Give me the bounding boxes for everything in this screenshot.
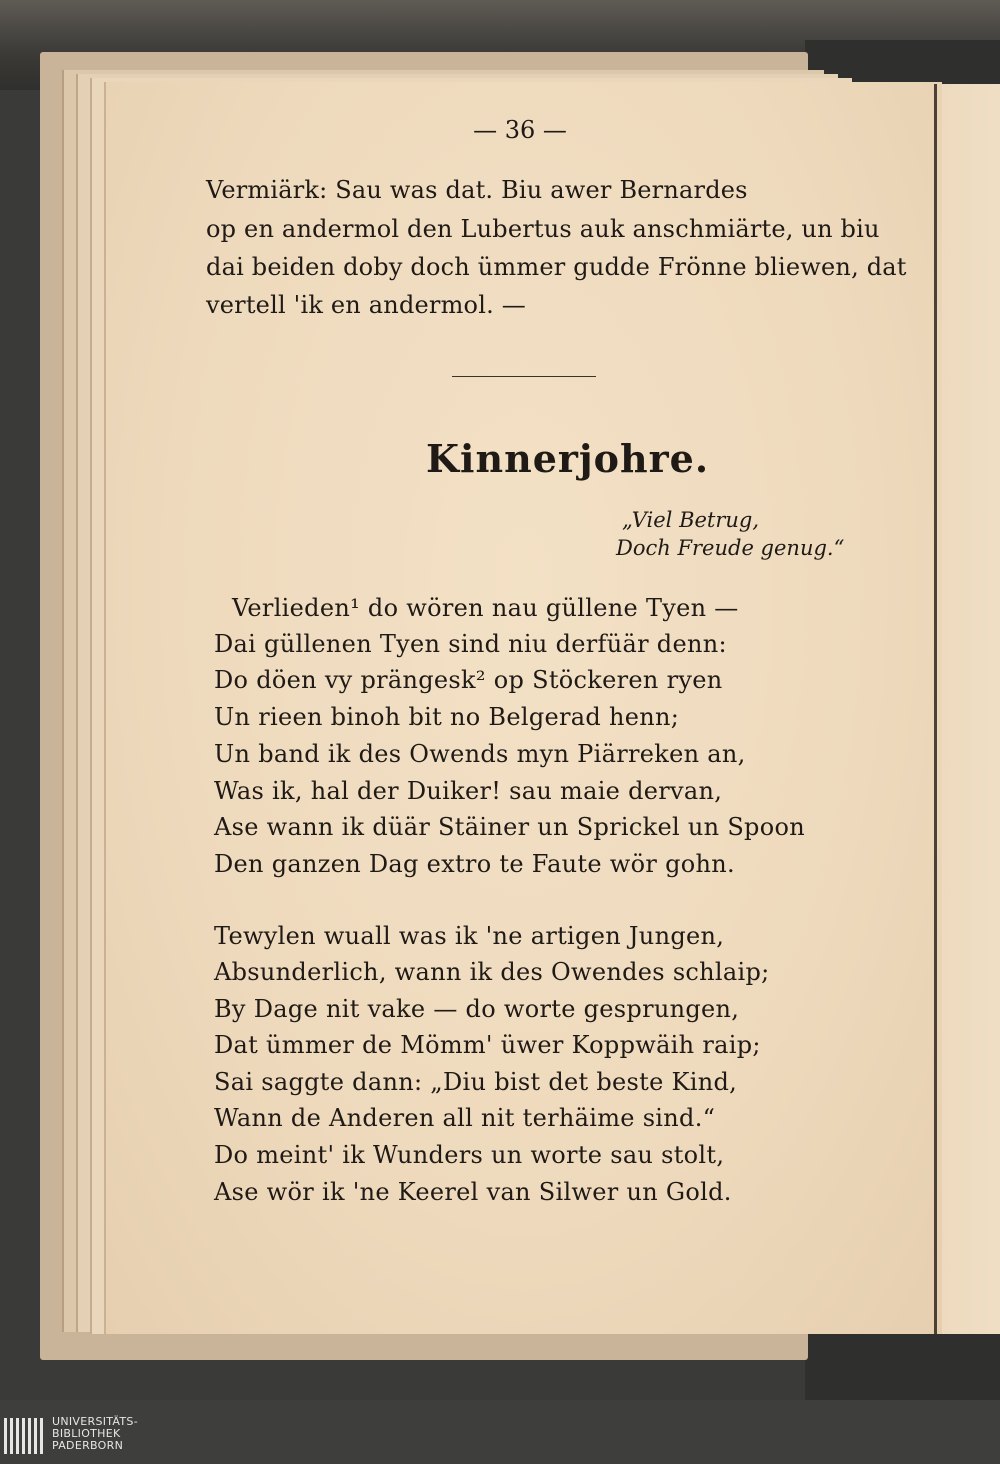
epigraph-line: „Viel Betrug, [622, 508, 760, 532]
verse-line: Absunderlich, wann ik des Owendes schlaip; [214, 958, 770, 986]
prose-line: Vermiärk: Sau was dat. Biu awer Bernardes [206, 176, 748, 204]
verse-line: Dat ümmer de Mömm' üwer Koppwäih raip; [214, 1031, 761, 1059]
verse-line: Verlieden¹ do wören nau güllene Tyen — [232, 594, 739, 622]
section-divider [452, 376, 596, 377]
prose-line: vertell 'ik en andermol. — [206, 291, 526, 319]
verse-line: By Dage nit vake — do worte gesprungen, [214, 995, 740, 1023]
poem-title: Kinnerjohre. [426, 436, 710, 481]
logo-text-line: PADERBORN [52, 1439, 124, 1452]
logo-text-line: UNIVERSITÄTS- [52, 1415, 138, 1428]
verse-line: Tewylen wuall was ik 'ne artigen Jungen, [214, 922, 725, 950]
library-logo-icon [4, 1416, 46, 1456]
verse-line: Dai güllenen Tyen sind niu derfüär denn: [214, 630, 727, 658]
epigraph-line: Doch Freude genug.“ [616, 536, 845, 560]
prose-line: dai beiden doby doch ümmer gudde Frönne bliewen, dat [206, 253, 907, 281]
verse-line: Wann de Anderen all nit terhäime sind.“ [214, 1104, 716, 1132]
prose-line: op en andermol den Lubertus auk anschmiärte, un biu [206, 215, 880, 243]
verse-line: Den ganzen Dag extro te Faute wör gohn. [214, 850, 735, 878]
verse-line: Sai saggte dann: „Diu bist det beste Kind, [214, 1068, 738, 1096]
facing-page-edge [936, 84, 1000, 1334]
gutter [934, 84, 937, 1334]
verse-line: Ase wör ik 'ne Keerel van Silwer un Gold. [214, 1178, 732, 1206]
verse-line: Do döen vy prängesk² op Stöckeren ryen [214, 666, 723, 694]
page-number: — 36 — [473, 116, 567, 144]
logo-text-line: BIBLIOTHEK [52, 1427, 121, 1440]
library-logo [4, 1414, 164, 1456]
verse-line: Ase wann ik düär Stäiner un Sprickel un Spoon [214, 813, 805, 841]
verse-line: Do meint' ik Wunders un worte sau stolt, [214, 1141, 725, 1169]
verse-line: Un rieen binoh bit no Belgerad henn; [214, 703, 680, 731]
verse-line: Un band ik des Owends myn Piärreken an, [214, 740, 746, 768]
verse-line: Was ik, hal der Duiker! sau maie dervan, [214, 777, 723, 805]
